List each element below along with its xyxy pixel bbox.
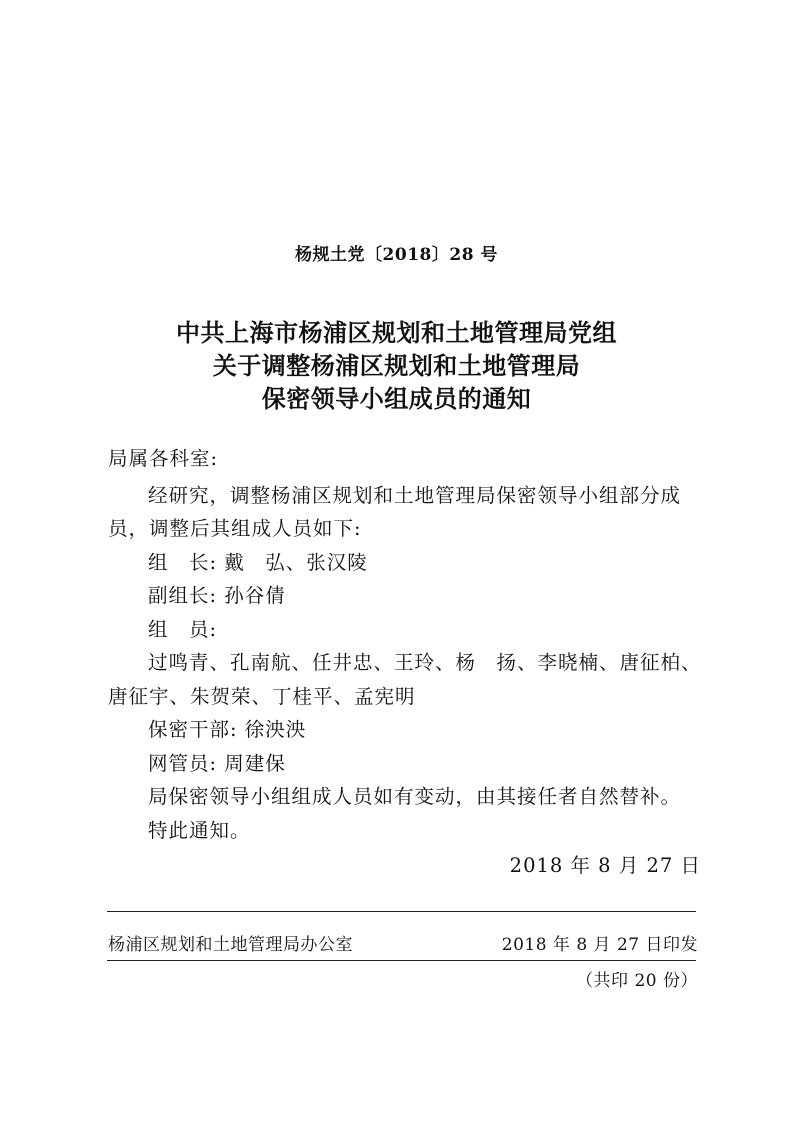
salutation: 局属各科室: [108, 447, 219, 470]
footer-bottom-rule [107, 960, 696, 961]
title-line-3: 保密领导小组成员的通知 [261, 384, 532, 413]
members-list-line-1: 过鸣青、孔南航、任井忠、王玲、杨 扬、李晓楠、唐征柏、 [148, 651, 702, 674]
footer-issue-date: 2018 年 8 月 27 日印发 [501, 935, 698, 955]
members-label: 组 员: [148, 618, 218, 641]
secrecy-cadre-line: 保密干部: 徐泱泱 [148, 718, 307, 741]
title-line-2: 关于调整杨浦区规划和土地管理局 [212, 351, 581, 380]
members-list-line-2: 唐征宇、朱贺荣、丁桂平、孟宪明 [108, 685, 416, 708]
intro-paragraph-line-1: 经研究，调整杨浦区规划和土地管理局保密领导小组部分成 [148, 484, 682, 507]
footer-copies: （共印 20 份） [576, 971, 698, 991]
closing-text: 特此通知。 [148, 819, 251, 842]
change-note: 局保密领导小组组成人员如有变动，由其接任者自然替补。 [148, 785, 682, 808]
title-line-1: 中共上海市杨浦区规划和土地管理局党组 [176, 318, 617, 347]
signature-date: 2018 年 8 月 27 日 [509, 854, 701, 877]
network-admin-line: 网管员: 周建保 [148, 752, 286, 775]
footer-issuer: 杨浦区规划和土地管理局办公室 [108, 935, 353, 955]
leader-line: 组 长: 戴 弘、张汉陵 [148, 551, 368, 574]
intro-paragraph-line-2: 员，调整后其组成人员如下: [108, 517, 362, 540]
document-number: 杨规土党〔2018〕28 号 [295, 245, 498, 265]
deputy-leader-line: 副组长: 孙谷倩 [148, 584, 286, 607]
footer-top-rule [107, 911, 696, 912]
